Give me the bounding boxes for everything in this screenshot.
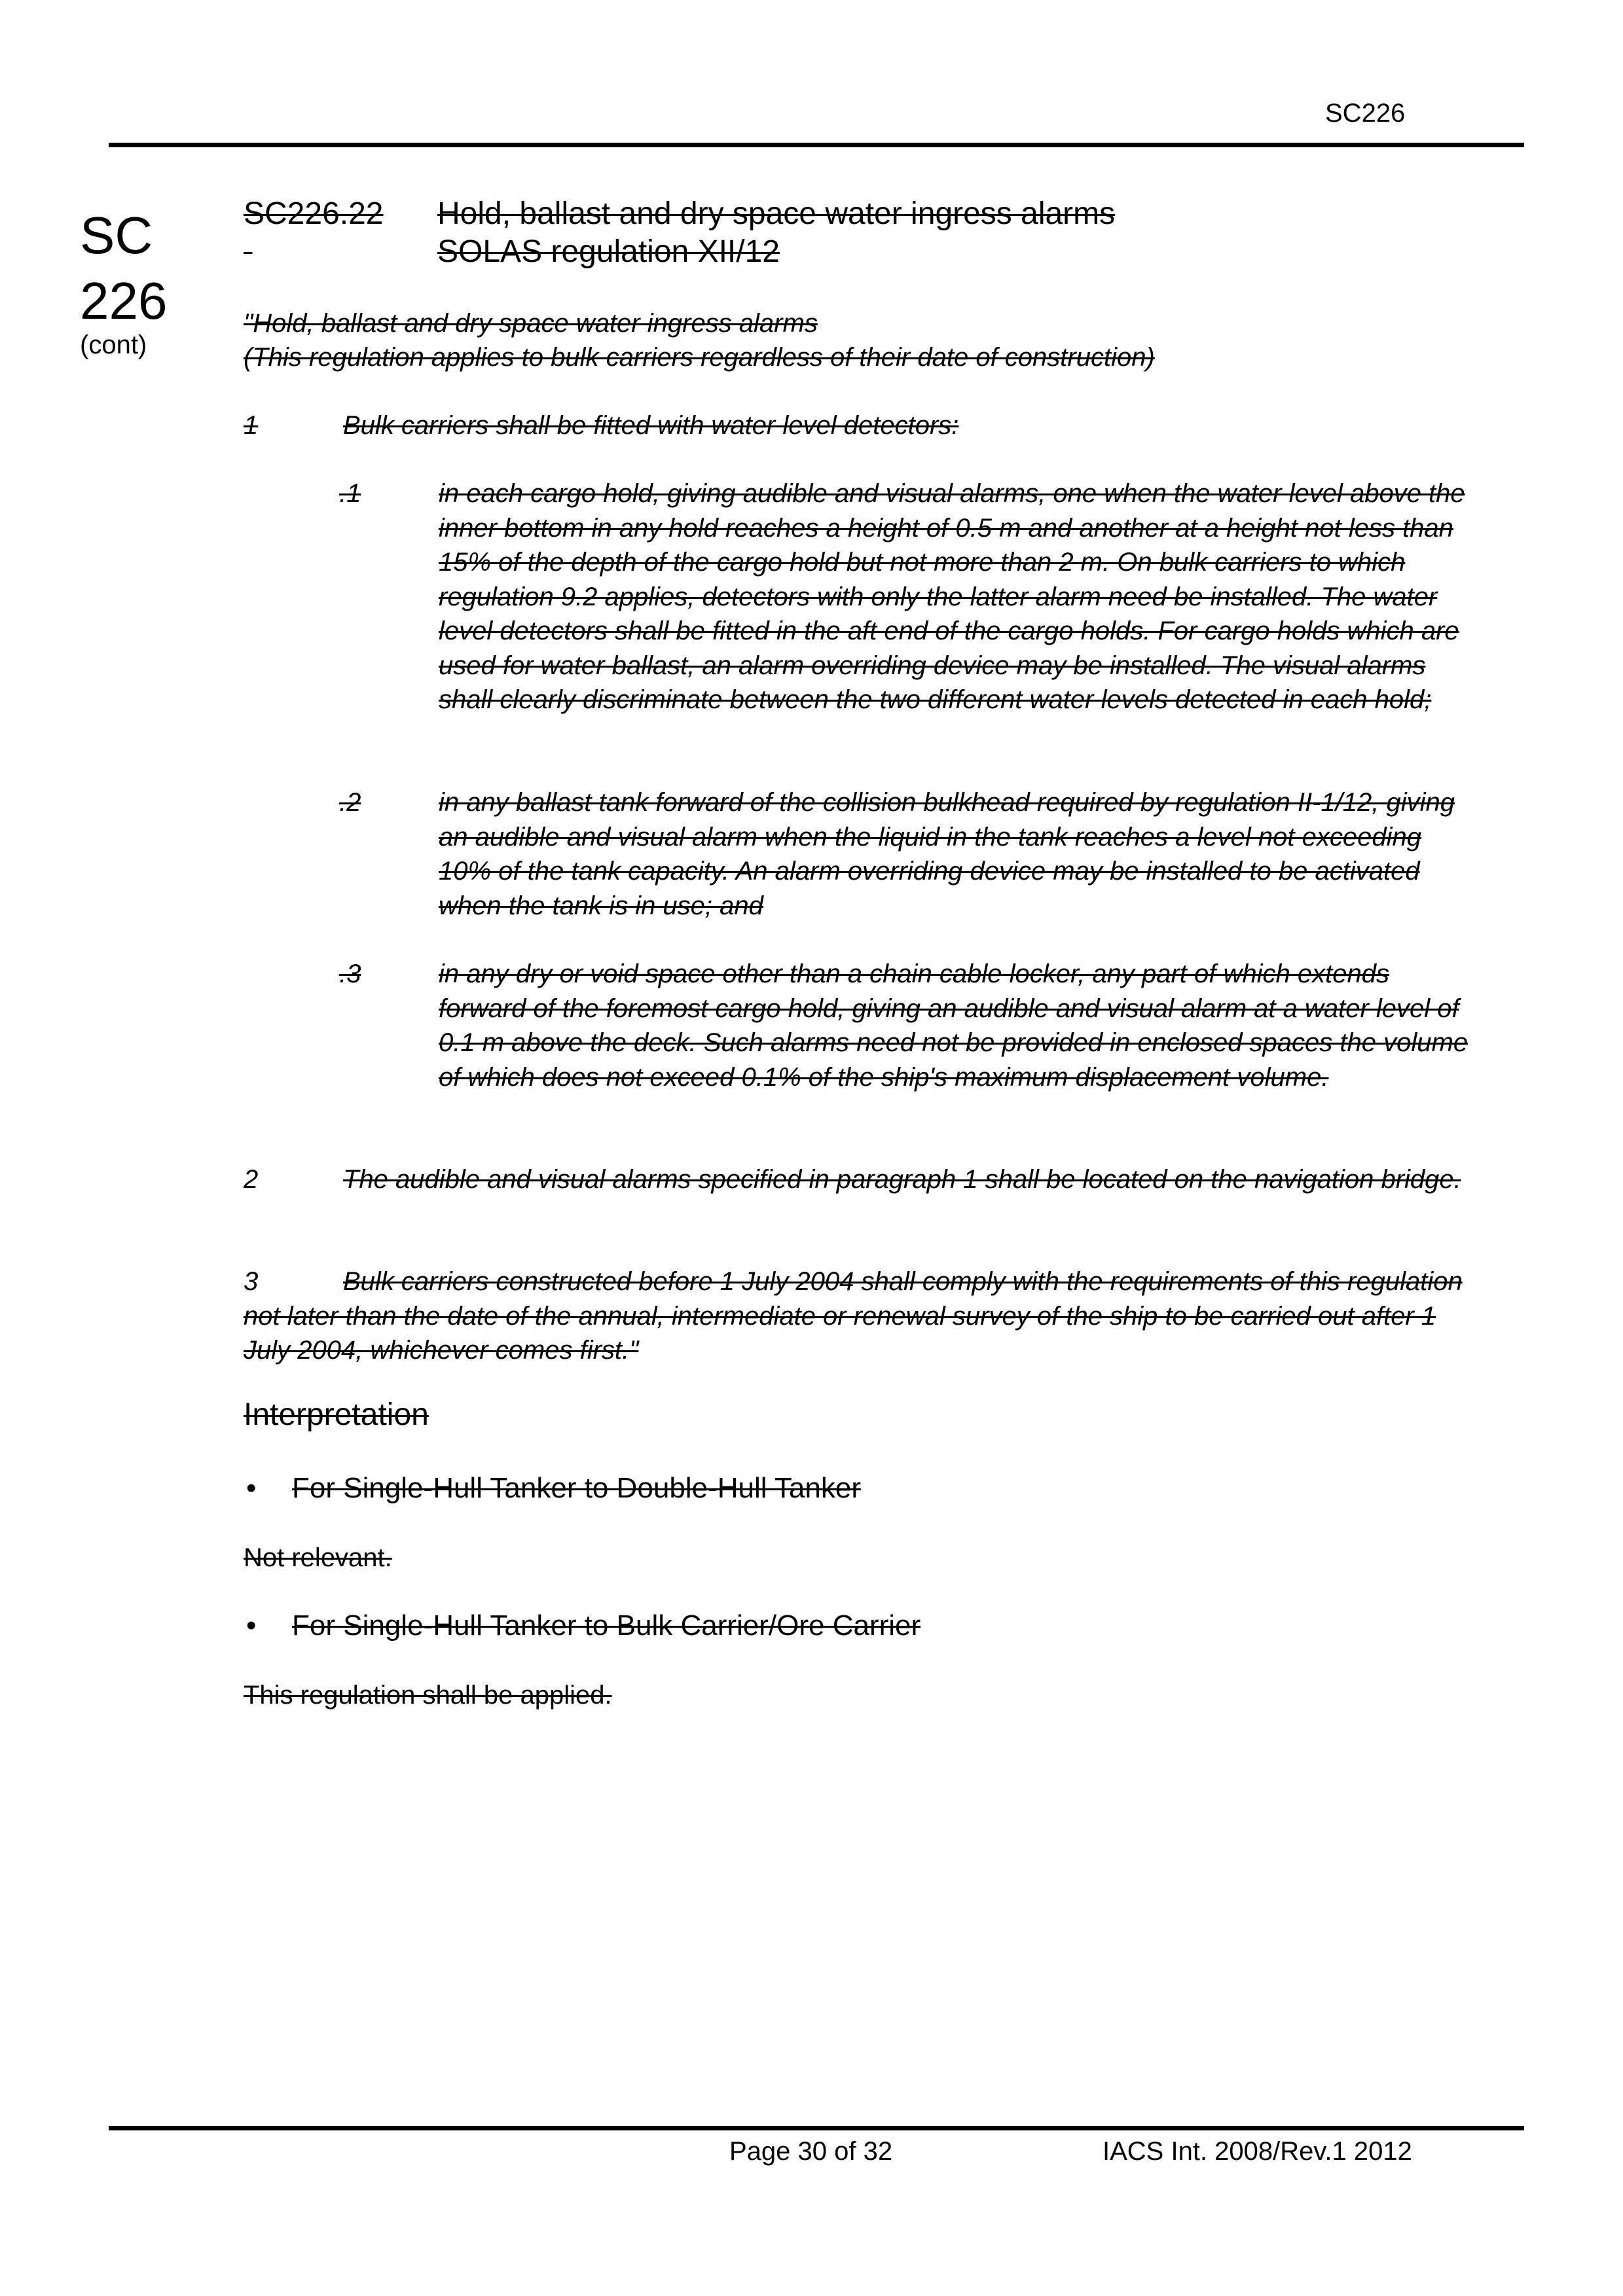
side-label-sc: SC [80, 206, 153, 264]
interpretation-text-1: Not relevant. [244, 1543, 392, 1572]
footer-page-number: Page 30 of 32 [729, 2137, 893, 2166]
para-3-text: Bulk carriers constructed before 1 July 2004 shall comply with the requirements of this regulation not later than the date of the annual, intermediate or renewal survey of the ship to be carried out after 1 July 2004, whichever comes first." [244, 1267, 1463, 1365]
footer-rule [109, 2126, 1524, 2130]
section-subtitle: SOLAS regulation XII/12 [437, 234, 780, 269]
header-rule [109, 143, 1524, 147]
sub-1-number: .1 [339, 479, 361, 508]
interpretation-heading: Interpretation [244, 1397, 429, 1432]
side-label-number: 226 [80, 272, 168, 330]
sub-2-number: .2 [339, 788, 361, 817]
para-3-number: 3 [244, 1267, 259, 1296]
bullet-1 [246, 1470, 861, 1507]
header-doc-code: SC226 [1325, 99, 1406, 128]
para-1-text: Bulk carriers shall be fitted with water level detectors: [343, 411, 959, 440]
para-1-number: 1 [244, 411, 259, 440]
bullet-2-text: For Single-Hull Tanker to Bulk Carrier/Ore Carrier [292, 1609, 921, 1641]
section-number: SC226.22 [244, 196, 384, 231]
side-label-cont: (cont) [80, 331, 147, 359]
bullet-1-text: For Single-Hull Tanker to Double-Hull Tanker [292, 1472, 861, 1504]
interpretation-text-2: This regulation shall be applied. [244, 1681, 612, 1710]
para-3 [244, 1265, 1468, 1368]
para-2-text: The audible and visual alarms specified in paragraph 1 shall be located on the navigation bridge. [343, 1165, 1461, 1194]
quote-applies: (This regulation applies to bulk carriers regardless of their date of construction) [244, 343, 1155, 372]
bullet-dot-icon: • [246, 1609, 257, 1641]
quote-title: "Hold, ballast and dry space water ingress alarms [244, 309, 818, 338]
section-title: Hold, ballast and dry space water ingress alarms [437, 196, 1116, 231]
bullet-dot-icon: • [246, 1472, 257, 1504]
sub-2-text: in any ballast tank forward of the collision bulkhead required by regulation II-1/12, giving an audible and visual alarm when the liquid in the tank reaches a level not exceeding 10% of the tank capacity. An alarm overriding device may be installed to be activated when the tank is in use; and [439, 788, 1455, 920]
sub-3-number: .3 [339, 960, 361, 988]
bullet-2 [246, 1607, 921, 1644]
section-number-gap-strike [244, 234, 437, 270]
footer-doc-ref: IACS Int. 2008/Rev.1 2012 [1103, 2137, 1412, 2166]
sub-3-text: in any dry or void space other than a chain cable locker, any part of which extends forward of the foremost cargo hold, giving an audible and visual alarm at a water level of 0.1 m above the deck. Such alarms need not be provided in enclosed spaces the volume of which does not exceed 0.1% of the ship's maximum displacement volume. [439, 960, 1468, 1092]
para-2-number: 2 [244, 1165, 259, 1194]
para-2 [244, 1162, 1468, 1197]
sub-1-text: in each cargo hold, giving audible and visual alarms, one when the water level above the inner bottom in any hold reaches a height of 0.5 m and another at a height not less than 15% of the depth of the cargo hold but not more than 2 m. On bulk carriers to which regulation 9.2 applies, detectors with only the latter alarm need be installed. The water level detectors shall be fitted in the aft end of the cargo holds. For cargo holds which are used for water ballast, an alarm overriding device may be installed. The visual alarms shall clearly discriminate between the two different water levels detected in each hold; [439, 479, 1465, 714]
